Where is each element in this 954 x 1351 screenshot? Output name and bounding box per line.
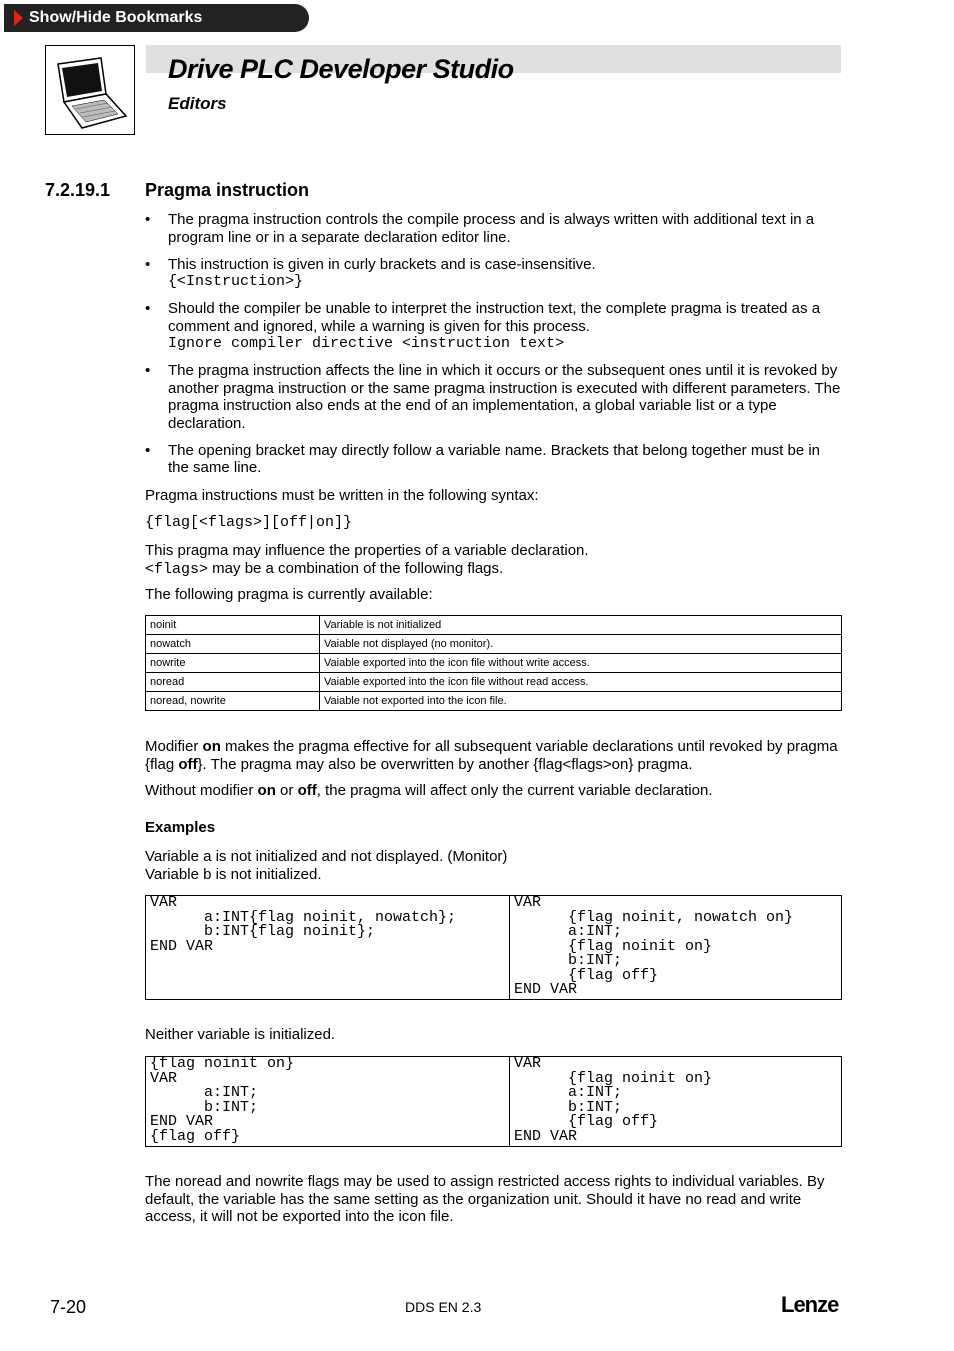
code-line: a:INT{flag noinit, nowatch};	[150, 908, 457, 926]
code-line: b:INT;	[514, 1098, 623, 1116]
lenze-logo: Lenze	[781, 1292, 839, 1317]
flags-text: may be a combination of the following flags.	[208, 559, 504, 577]
example1-right-code	[510, 896, 841, 999]
examples-heading: Examples	[145, 819, 216, 836]
flag-name-cell: noinit	[146, 616, 320, 635]
flag-name-cell: nowatch	[146, 635, 320, 654]
page-number: 7-20	[50, 1297, 87, 1317]
bullet-code: {<Instruction>}	[168, 273, 304, 290]
code-line: END VAR	[150, 937, 214, 955]
code-line: b:INT{flag noinit};	[150, 923, 376, 940]
without-modifier-paragraph: Without modifier on or off, the pragma will affect only the current variable declaration.	[145, 782, 713, 799]
code-line: {flag off}	[150, 1127, 241, 1145]
code-line: {flag noinit on}	[514, 937, 713, 955]
flag-name-cell: noread, nowrite	[146, 692, 320, 711]
bullet-item	[145, 256, 842, 291]
bullet-item	[145, 211, 842, 246]
code-line: a:INT;	[514, 1084, 623, 1101]
flags-line	[145, 560, 842, 579]
bullet-text: • Should the compiler be unable to interpret the instruction text, the complete pragma is treated as a comment and ignored, while a warning is given for this process.	[168, 300, 821, 335]
flag-name-cell: nowrite	[146, 654, 320, 673]
bullet-item	[145, 300, 842, 353]
bullet-text: • The pragma instruction affects the line in which it occurs or the subsequent ones until it is revoked by another pragma instruction or the same pragma instruction is executed with different parameters. The pragma instruction also ends at the end of an implementation, a global variable list or a type declaration.	[168, 362, 841, 432]
code-line: {flag noinit, nowatch on}	[514, 908, 794, 926]
code-line: b:INT;	[514, 952, 623, 969]
code-line: VAR	[150, 894, 178, 911]
code-line: a:INT;	[150, 1084, 259, 1101]
example1-code-table	[145, 895, 842, 1000]
example1-description	[145, 848, 842, 883]
flag-description-cell: Vaiable exported into the icon file without read access.	[320, 673, 842, 692]
syntax-code: {flag[<flags>][off|on]}	[145, 514, 353, 531]
bullet-list	[145, 211, 842, 477]
flags-table-row	[146, 635, 842, 654]
influence-text	[145, 542, 842, 578]
example1-line1: Variable a is not initialized and not displayed. (Monitor)	[145, 848, 508, 865]
code-line: END VAR	[150, 1113, 214, 1130]
section-title: Pragma instruction	[145, 180, 310, 200]
modifier-paragraph: Modifier on makes the pragma effective for all subsequent variable declarations until revoked by pragma {flag off}. The pragma may also be overwritten by another {flag<flags>on} pragma.	[145, 738, 838, 773]
show-hide-bookmarks-button[interactable]	[4, 4, 309, 32]
bullet-text: • The opening bracket may directly follow a variable name. Brackets that belong together must be in the same line.	[168, 441, 821, 476]
flag-description-cell: Variable is not initialized	[320, 616, 842, 635]
section-number: 7.2.19.1	[45, 180, 111, 200]
influence-line: This pragma may influence the properties of a variable declaration.	[145, 542, 589, 559]
flag-description-cell: Vaiable not exported into the icon file.	[320, 692, 842, 711]
flags-table-row	[146, 692, 842, 711]
code-line: a:INT;	[514, 923, 623, 940]
code-line: {flag off}	[514, 966, 659, 984]
flags-code: <flags>	[145, 560, 209, 578]
flags-table-row	[146, 673, 842, 692]
bullet-item	[145, 442, 842, 477]
code-line: {flag noinit on}	[514, 1069, 713, 1087]
bookmark-tab-label: Show/Hide Bookmarks	[29, 9, 203, 26]
syntax-intro: Pragma instructions must be written in the following syntax:	[145, 487, 539, 504]
bullet-list-container	[145, 211, 842, 486]
code-line: {flag noinit on}	[150, 1055, 295, 1072]
flag-description-cell: Vaiable exported into the icon file without write access.	[320, 654, 842, 673]
example1-line2: Variable b is not initialized.	[145, 865, 322, 883]
flag-description-cell: Vaiable not displayed (no monitor).	[320, 635, 842, 654]
example1-left-code	[146, 896, 510, 999]
example2-description: Neither variable is initialized.	[145, 1026, 336, 1043]
triangle-right-icon	[14, 10, 23, 26]
document-code: DDS EN 2.3	[405, 1299, 482, 1315]
bullet-item	[145, 362, 842, 432]
bullet-code: Ignore compiler directive <instruction text>	[168, 335, 565, 352]
page-title: Drive PLC Developer Studio	[168, 54, 514, 84]
flags-table-row	[146, 616, 842, 635]
available-text: The following pragma is currently available:	[145, 586, 433, 603]
example2-left-code	[146, 1057, 510, 1146]
flags-table	[145, 615, 842, 711]
code-line: VAR	[150, 1069, 178, 1087]
flag-name-cell: noread	[146, 673, 320, 692]
closing-paragraph: The noread and nowrite flags may be used to assign restricted access rights to individual variables. By default, the variable has the same setting as the organization unit. Should it have no read and write access, it will not be exported into the icon file.	[145, 1173, 825, 1225]
code-line: END VAR	[514, 981, 578, 998]
bullet-text: • The pragma instruction controls the compile process and is always written with additional text in a program line or in a separate declaration editor line.	[168, 211, 815, 246]
code-line: VAR	[514, 1055, 542, 1072]
page-subtitle: Editors	[168, 94, 227, 113]
example2-code-table	[145, 1056, 842, 1147]
bullet-text: • This instruction is given in curly brackets and is case-insensitive.	[168, 255, 596, 273]
laptop-icon	[45, 45, 135, 135]
code-line: END VAR	[514, 1127, 578, 1145]
flags-table-row	[146, 654, 842, 673]
code-line: {flag off}	[514, 1113, 659, 1130]
example2-right-code	[510, 1057, 841, 1146]
code-line: VAR	[514, 894, 542, 911]
code-line: b:INT;	[150, 1098, 259, 1116]
